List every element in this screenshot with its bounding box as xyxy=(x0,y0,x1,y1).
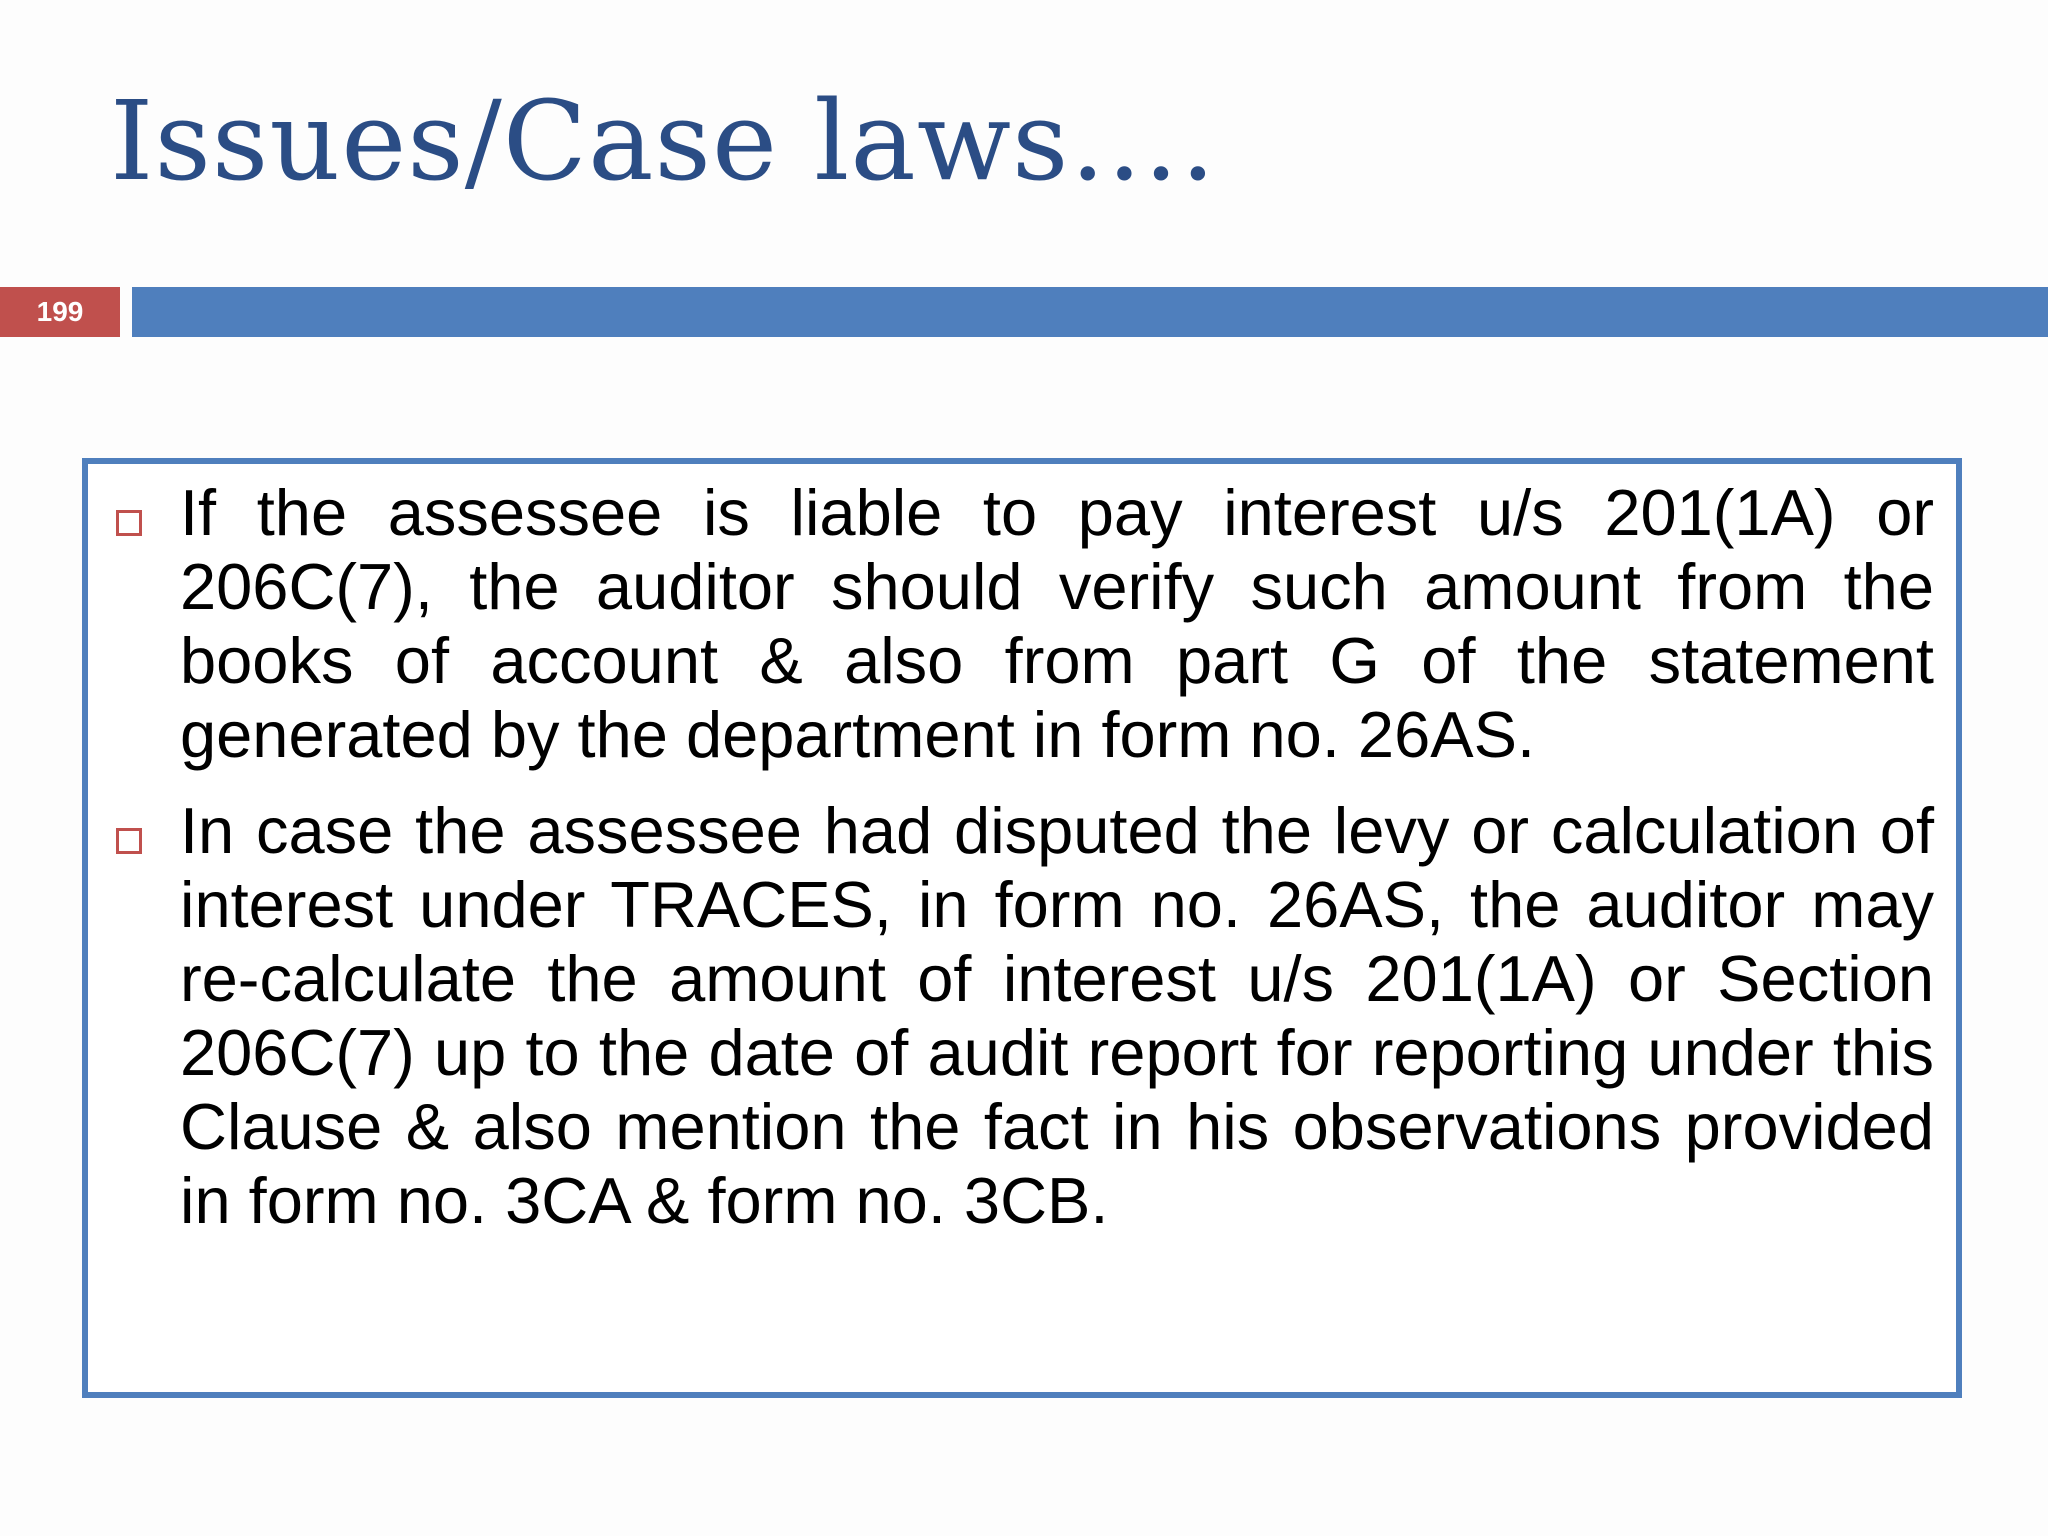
hollow-square-bullet-icon xyxy=(116,510,142,536)
slide-number-badge: 199 xyxy=(0,287,120,337)
content-box xyxy=(82,458,1962,1398)
header-accent-bar xyxy=(132,287,2048,337)
bullet-text: In case the assessee had disputed the levy or calculation of interest under TRACES, in form no. 26AS, the auditor may re-calculate the amount of interest u/s 201(1A) or Section 206C(7) up to the date of audit report for reporting under this Clause & also mention the fact in his observations provided in form no. 3CA & form no. 3CB. xyxy=(180,794,1934,1237)
bullet-list xyxy=(116,476,1934,1260)
bullet-text: If the assessee is liable to pay interest u/s 201(1A) or 206C(7), the auditor should verify such amount from the books of account & also from part G of the statement generated by the department in form no. 26AS. xyxy=(180,476,1934,771)
slide-title: Issues/Case laws…. xyxy=(110,77,1217,205)
bullet-item xyxy=(116,476,1934,772)
bullet-item xyxy=(116,794,1934,1238)
hollow-square-bullet-icon xyxy=(116,828,142,854)
